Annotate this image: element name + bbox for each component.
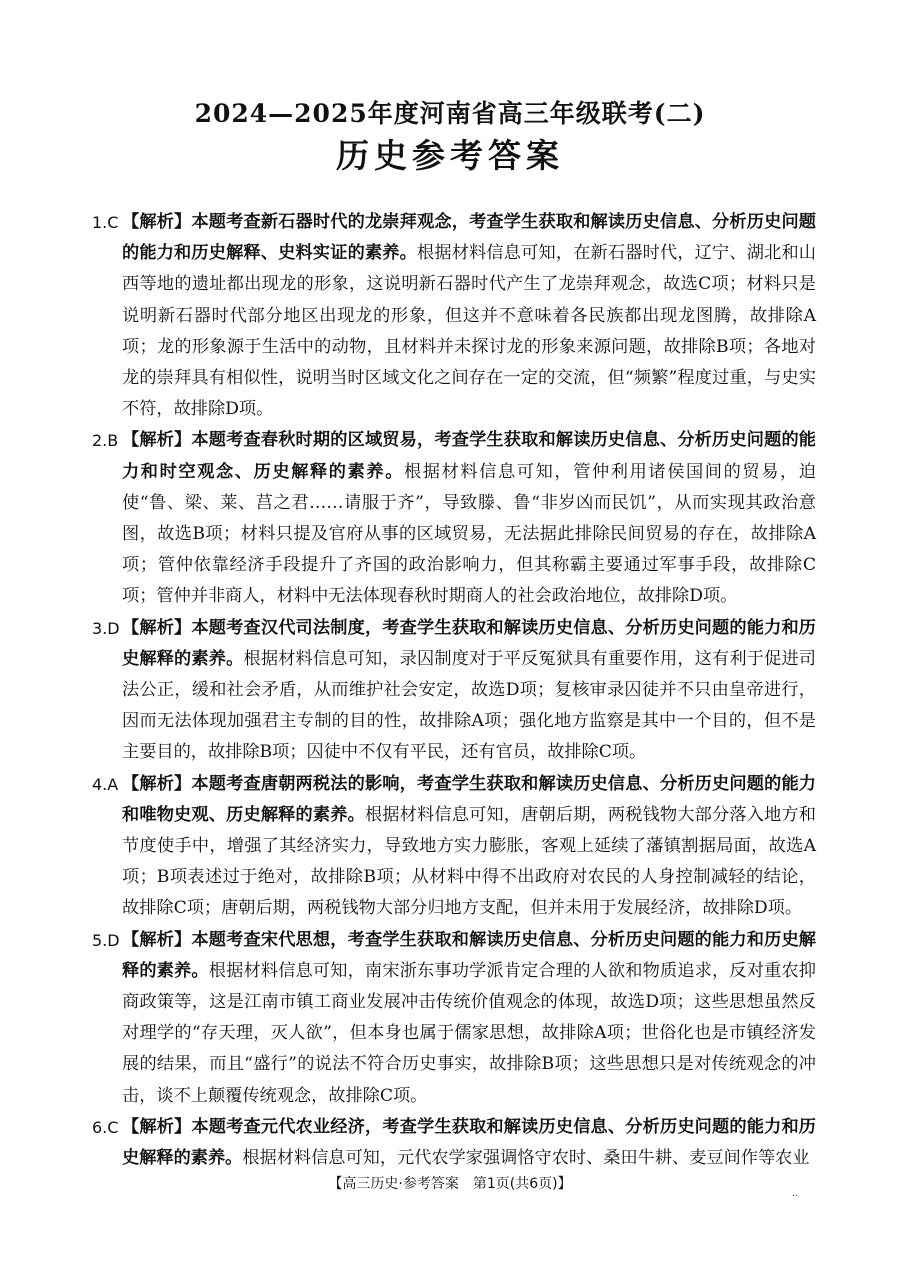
analysis-lead: 本题考查元代农业经济，考查学生获取和解读历史信息、分析历史问题的能力和历史解释的素养。 bbox=[122, 1116, 816, 1169]
analysis-body: 根据材料信息可知，唐朝后期，两税钱物大部分落入地方和节度使手中，增强了其经济实力，导致地方实力膨胀，客观上延续了藩镇割据局面，故选A项；B项表述过于绝对，故排除B项；从材料中得不出政府对农民的人身控制减轻的结论，故排除C项；唐朝后期，两税钱物大部分归地方支配，但并未用于发展经济，故排除D项。 bbox=[122, 804, 816, 919]
document-title: 2024—2025年度河南省高三年级联考(二) bbox=[194, 99, 706, 128]
analysis-lead: 本题考查唐朝两税法的影响，考查学生获取和解读历史信息、分析历史问题的能力和唯物史观、历史解释的素养。 bbox=[122, 773, 816, 825]
answer-number: 4.A bbox=[92, 774, 119, 794]
footer-mark: .. bbox=[792, 1188, 799, 1199]
analysis-tag: 【解析】 bbox=[122, 430, 192, 451]
analysis-lead: 本题考查新石器时代的龙崇拜观念，考查学生获取和解读历史信息、分析历史问题的能力和历史解释、史料实证的素养。 bbox=[122, 212, 816, 264]
analysis-body: 根据材料信息可知，在新石器时代，辽宁、湖北和山西等地的遗址都出现龙的形象，这说明新石器时代产生了龙崇拜观念，故选C项；材料只是说明新石器时代部分地区出现龙的形象，但这并不意味着各民族都出现龙图腾，故排除A项；龙的形象源于生活中的动物，且材料并未探讨龙的形象来源问题，故排除B项；各地对龙的崇拜具有相似性，说明当时区域文化之间存在一定的交流，但“频繁”程度过重，与史实不符，故排除D项。 bbox=[122, 243, 816, 420]
answer-item-1 bbox=[92, 207, 816, 425]
answer-number: 6.C bbox=[92, 1117, 119, 1137]
analysis-body: 根据材料信息可知，元代农学家强调恪守农时、桑田牛耕、麦豆间作等农业 bbox=[242, 1148, 810, 1169]
answer-item-2 bbox=[92, 425, 816, 612]
answer-number: 1.C bbox=[92, 213, 119, 232]
answer-item-5 bbox=[92, 925, 816, 1112]
document-header bbox=[0, 98, 900, 176]
analysis-tag: 【解析】 bbox=[122, 1116, 192, 1137]
answer-item-3 bbox=[92, 613, 816, 769]
analysis-lead: 本题考查春秋时期的区域贸易，考查学生获取和解读历史信息、分析历史问题的能力和时空观念、历史解释的素养。 bbox=[122, 430, 816, 482]
analysis-body: 根据材料信息可知，管仲利用诸侯国间的贸易，迫使“鲁、梁、莱、莒之君……请服于齐”，导致滕、鲁“非岁凶而民饥”，从而实现其政治意图，故选B项；材料只提及官府从事的区域贸易，无法据此排除民间贸易的存在，故排除A项；管仲依靠经济手段提升了齐国的政治影响力，但其称霸主要通过军事手段，故排除C项；管仲并非商人，材料中无法体现春秋时期商人的社会政治地位，故排除D项。 bbox=[122, 461, 816, 607]
analysis-lead: 本题考查宋代思想，考查学生获取和解读历史信息、分析历史问题的能力和历史解释的素养。 bbox=[122, 929, 816, 981]
analysis-lead: 本题考查汉代司法制度，考查学生获取和解读历史信息、分析历史问题的能力和历史解释的素养。 bbox=[122, 617, 816, 669]
answer-number: 5.D bbox=[92, 930, 120, 950]
analysis-tag: 【解析】 bbox=[122, 773, 192, 794]
page-footer: 【高三历史·参考答案 第1页(共6页)】 bbox=[328, 1176, 572, 1192]
answer-number: 2.B bbox=[92, 431, 119, 451]
answer-list bbox=[92, 207, 816, 1174]
analysis-tag: 【解析】 bbox=[122, 929, 192, 950]
answer-item-6 bbox=[92, 1112, 816, 1174]
analysis-tag: 【解析】 bbox=[122, 617, 192, 638]
answer-item-4 bbox=[92, 769, 816, 925]
document-subtitle: 历史参考答案 bbox=[336, 136, 564, 175]
analysis-tag: 【解析】 bbox=[122, 212, 192, 232]
analysis-body: 根据材料信息可知，南宋浙东事功学派肯定合理的人欲和物质追求，反对重农抑商政策等，这是江南市镇工商业发展冲击传统价值观念的体现，故选D项；这些思想虽然反对理学的“存天理，灭人欲”，但本身也属于儒家思想，故排除A项；世俗化也是市镇经济发展的结果，而且“盛行”的说法不符合历史事实，故排除B项；这些思想只是对传统观念的冲击，谈不上颠覆传统观念，故排除C项。 bbox=[122, 960, 816, 1106]
analysis-body: 根据材料信息可知，录囚制度对于平反冤狱具有重要作用，这有利于促进司法公正，缓和社会矛盾，从而维护社会安定，故选D项；复核审录囚徒并不只由皇帝进行，因而无法体现加强君主专制的目的性，故排除A项；强化地方监察是其中一个目的，但不是主要目的，故排除B项；囚徒中不仅有平民，还有官员，故排除C项。 bbox=[122, 648, 816, 763]
answer-number: 3.D bbox=[92, 618, 120, 638]
